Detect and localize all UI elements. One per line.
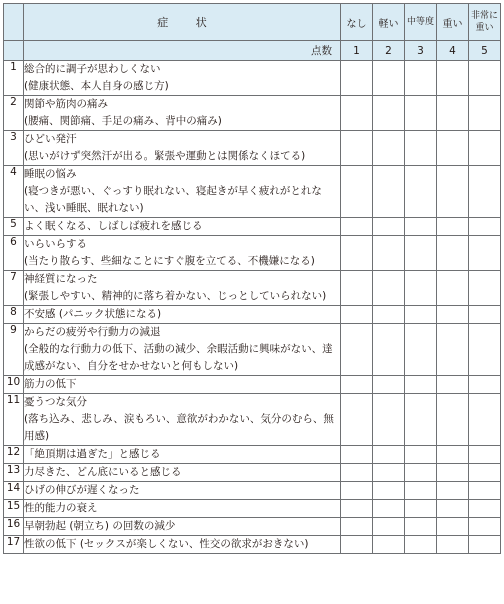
row-number: 13 — [4, 464, 24, 482]
table-row — [4, 166, 501, 218]
score-checkbox-cell[interactable] — [341, 324, 373, 376]
score-checkbox-cell[interactable] — [405, 518, 437, 536]
score-checkbox-cell[interactable] — [469, 96, 501, 131]
table-row — [4, 306, 501, 324]
score-checkbox-cell[interactable] — [437, 536, 469, 554]
score-checkbox-cell[interactable] — [341, 464, 373, 482]
symptom-title: 筋力の低下 — [24, 378, 77, 390]
score-checkbox-cell[interactable] — [437, 446, 469, 464]
score-checkbox-cell[interactable] — [437, 166, 469, 218]
score-checkbox-cell[interactable] — [373, 324, 405, 376]
symptom-title: 関節や筋肉の痛み — [24, 98, 108, 110]
symptom-cell — [24, 166, 341, 218]
score-checkbox-cell[interactable] — [373, 96, 405, 131]
score-checkbox-cell[interactable] — [405, 536, 437, 554]
score-checkbox-cell[interactable] — [469, 482, 501, 500]
score-checkbox-cell[interactable] — [405, 376, 437, 394]
score-checkbox-cell[interactable] — [469, 306, 501, 324]
points-row — [4, 41, 501, 61]
score-checkbox-cell[interactable] — [341, 536, 373, 554]
symptom-cell — [24, 464, 341, 482]
score-checkbox-cell[interactable] — [437, 500, 469, 518]
score-checkbox-cell[interactable] — [341, 61, 373, 96]
symptom-title: からだの疲労や行動力の減退 — [24, 326, 161, 338]
row-number: 4 — [4, 166, 24, 218]
symptom-cell — [24, 306, 341, 324]
symptom-cell — [24, 236, 341, 271]
table-row — [4, 500, 501, 518]
symptom-cell — [24, 518, 341, 536]
table-row — [4, 394, 501, 446]
score-checkbox-cell[interactable] — [437, 131, 469, 166]
score-checkbox-cell[interactable] — [469, 131, 501, 166]
score-checkbox-cell[interactable] — [341, 306, 373, 324]
score-checkbox-cell[interactable] — [373, 376, 405, 394]
score-checkbox-cell[interactable] — [437, 96, 469, 131]
score-checkbox-cell[interactable] — [405, 131, 437, 166]
symptom-questionnaire-table — [3, 3, 501, 554]
score-checkbox-cell[interactable] — [373, 464, 405, 482]
row-number: 16 — [4, 518, 24, 536]
table-row — [4, 236, 501, 271]
score-checkbox-cell[interactable] — [341, 518, 373, 536]
score-checkbox-cell[interactable] — [469, 536, 501, 554]
symptom-cell — [24, 61, 341, 96]
row-number: 6 — [4, 236, 24, 271]
score-checkbox-cell[interactable] — [469, 376, 501, 394]
row-number: 12 — [4, 446, 24, 464]
row-number: 8 — [4, 306, 24, 324]
score-checkbox-cell[interactable] — [341, 166, 373, 218]
score-checkbox-cell[interactable] — [469, 271, 501, 306]
header-level-mild: 軽い — [373, 4, 405, 41]
score-checkbox-cell[interactable] — [373, 500, 405, 518]
row-number: 17 — [4, 536, 24, 554]
score-checkbox-cell[interactable] — [437, 218, 469, 236]
score-checkbox-cell[interactable] — [341, 500, 373, 518]
symptom-cell — [24, 500, 341, 518]
score-checkbox-cell[interactable] — [405, 394, 437, 446]
symptom-detail: (緊張しやすい、精神的に落ち着かない、じっとしていられない) — [24, 290, 327, 302]
score-checkbox-cell[interactable] — [341, 446, 373, 464]
score-checkbox-cell[interactable] — [437, 236, 469, 271]
row-number: 2 — [4, 96, 24, 131]
symptom-cell — [24, 324, 341, 376]
table-row — [4, 271, 501, 306]
symptom-title: 総合的に調子が思わしくない — [24, 63, 161, 75]
row-number: 9 — [4, 324, 24, 376]
score-checkbox-cell[interactable] — [469, 394, 501, 446]
score-checkbox-cell[interactable] — [373, 131, 405, 166]
score-checkbox-cell[interactable] — [373, 61, 405, 96]
points-value: 1 — [341, 41, 373, 61]
score-checkbox-cell[interactable] — [437, 464, 469, 482]
symptom-detail: (全般的な行動力の低下、活動の減少、余暇活動に興味がない、達成感がない、自分をせかせないと何もしない) — [24, 343, 333, 372]
row-number: 10 — [4, 376, 24, 394]
symptom-cell — [24, 536, 341, 554]
table-row — [4, 324, 501, 376]
points-value: 3 — [405, 41, 437, 61]
score-checkbox-cell[interactable] — [373, 482, 405, 500]
score-checkbox-cell[interactable] — [437, 482, 469, 500]
row-number: 3 — [4, 131, 24, 166]
table-row — [4, 464, 501, 482]
symptom-cell — [24, 394, 341, 446]
score-checkbox-cell[interactable] — [405, 236, 437, 271]
symptom-title: よく眠くなる、しばしば疲れを感じる — [24, 220, 203, 232]
points-number-cell — [4, 41, 24, 61]
score-checkbox-cell[interactable] — [405, 271, 437, 306]
symptom-detail: (落ち込み、悲しみ、涙もろい、意欲がわかない、気分のむら、無用感) — [24, 413, 334, 442]
score-checkbox-cell[interactable] — [341, 376, 373, 394]
table-row — [4, 218, 501, 236]
symptom-cell — [24, 446, 341, 464]
symptom-cell — [24, 376, 341, 394]
table-row — [4, 376, 501, 394]
score-checkbox-cell[interactable] — [341, 482, 373, 500]
table-row — [4, 61, 501, 96]
score-checkbox-cell[interactable] — [373, 536, 405, 554]
symptom-cell — [24, 482, 341, 500]
table-row — [4, 536, 501, 554]
score-checkbox-cell[interactable] — [405, 166, 437, 218]
score-checkbox-cell[interactable] — [341, 131, 373, 166]
table-row — [4, 482, 501, 500]
score-checkbox-cell[interactable] — [437, 324, 469, 376]
header-level-moderate: 中等度 — [405, 4, 437, 41]
symptom-cell — [24, 96, 341, 131]
points-value: 2 — [373, 41, 405, 61]
row-number: 1 — [4, 61, 24, 96]
row-number: 7 — [4, 271, 24, 306]
symptom-title: 憂うつな気分 — [24, 396, 87, 408]
points-label: 点数 — [24, 41, 341, 61]
score-checkbox-cell[interactable] — [341, 218, 373, 236]
score-checkbox-cell[interactable] — [469, 236, 501, 271]
table-row — [4, 131, 501, 166]
score-checkbox-cell[interactable] — [469, 446, 501, 464]
points-value: 4 — [437, 41, 469, 61]
score-checkbox-cell[interactable] — [373, 166, 405, 218]
score-checkbox-cell[interactable] — [437, 271, 469, 306]
score-checkbox-cell[interactable] — [341, 96, 373, 131]
symptom-title: 睡眠の悩み — [24, 168, 77, 180]
score-checkbox-cell[interactable] — [437, 306, 469, 324]
score-checkbox-cell[interactable] — [373, 218, 405, 236]
header-symptom: 症 状 — [24, 4, 341, 41]
score-checkbox-cell[interactable] — [373, 394, 405, 446]
table-row — [4, 518, 501, 536]
symptom-title: いらいらする — [24, 238, 87, 250]
score-checkbox-cell[interactable] — [469, 500, 501, 518]
score-checkbox-cell[interactable] — [469, 464, 501, 482]
row-number: 11 — [4, 394, 24, 446]
score-checkbox-cell[interactable] — [341, 236, 373, 271]
score-checkbox-cell[interactable] — [341, 271, 373, 306]
score-checkbox-cell[interactable] — [373, 306, 405, 324]
symptom-cell — [24, 131, 341, 166]
symptom-title: 性的能力の衰え — [24, 502, 98, 514]
table-row — [4, 446, 501, 464]
score-checkbox-cell[interactable] — [405, 96, 437, 131]
symptom-title: 神経質になった — [24, 273, 98, 285]
symptom-detail: (健康状態、本人自身の感じ方) — [24, 80, 169, 92]
score-checkbox-cell[interactable] — [469, 324, 501, 376]
score-checkbox-cell[interactable] — [469, 166, 501, 218]
score-checkbox-cell[interactable] — [469, 518, 501, 536]
score-checkbox-cell[interactable] — [405, 464, 437, 482]
score-checkbox-cell[interactable] — [405, 218, 437, 236]
score-checkbox-cell[interactable] — [437, 61, 469, 96]
points-value: 5 — [469, 41, 501, 61]
score-checkbox-cell[interactable] — [405, 306, 437, 324]
row-number: 5 — [4, 218, 24, 236]
symptom-detail: (当たり散らす、些細なことにすぐ腹を立てる、不機嫌になる) — [24, 255, 315, 267]
symptom-cell — [24, 218, 341, 236]
table-row — [4, 96, 501, 131]
symptom-title: 性欲の低下 (セックスが楽しくない、性交の欲求がおきない) — [24, 538, 309, 550]
score-checkbox-cell[interactable] — [405, 61, 437, 96]
symptom-title: ひどい発汗 — [24, 133, 77, 145]
score-checkbox-cell[interactable] — [341, 394, 373, 446]
score-checkbox-cell[interactable] — [469, 218, 501, 236]
score-checkbox-cell[interactable] — [405, 500, 437, 518]
header-level-severe: 重い — [437, 4, 469, 41]
score-checkbox-cell[interactable] — [373, 271, 405, 306]
score-checkbox-cell[interactable] — [405, 482, 437, 500]
score-checkbox-cell[interactable] — [469, 61, 501, 96]
header-number-cell — [4, 4, 24, 41]
symptom-title: 力尽きた、どん底にいると感じる — [24, 466, 182, 478]
symptom-title: ひげの伸びが遅くなった — [24, 484, 140, 496]
symptom-detail: (寝つきが悪い、ぐっすり眠れない、寝起きが早く疲れがとれない、浅い睡眠、眠れない) — [24, 185, 322, 214]
header-row — [4, 4, 501, 41]
score-checkbox-cell[interactable] — [437, 376, 469, 394]
score-checkbox-cell[interactable] — [373, 518, 405, 536]
header-level-none: なし — [341, 4, 373, 41]
score-checkbox-cell[interactable] — [373, 446, 405, 464]
score-checkbox-cell[interactable] — [405, 446, 437, 464]
symptom-detail: (腰痛、関節痛、手足の痛み、背中の痛み) — [24, 115, 222, 127]
symptom-title: 不安感 (パニック状態になる) — [24, 308, 162, 320]
symptom-title: 早朝勃起 (朝立ち) の回数の減少 — [24, 520, 176, 532]
row-number: 14 — [4, 482, 24, 500]
header-level-very-severe: 非常に 重い — [469, 4, 501, 41]
score-checkbox-cell[interactable] — [437, 518, 469, 536]
symptom-title: 「絶頂期は過ぎた」と感じる — [24, 448, 161, 460]
score-checkbox-cell[interactable] — [437, 394, 469, 446]
score-checkbox-cell[interactable] — [405, 324, 437, 376]
score-checkbox-cell[interactable] — [373, 236, 405, 271]
symptom-detail: (思いがけず突然汗が出る。緊張や運動とは関係なくほてる) — [24, 150, 306, 162]
row-number: 15 — [4, 500, 24, 518]
symptom-cell — [24, 271, 341, 306]
